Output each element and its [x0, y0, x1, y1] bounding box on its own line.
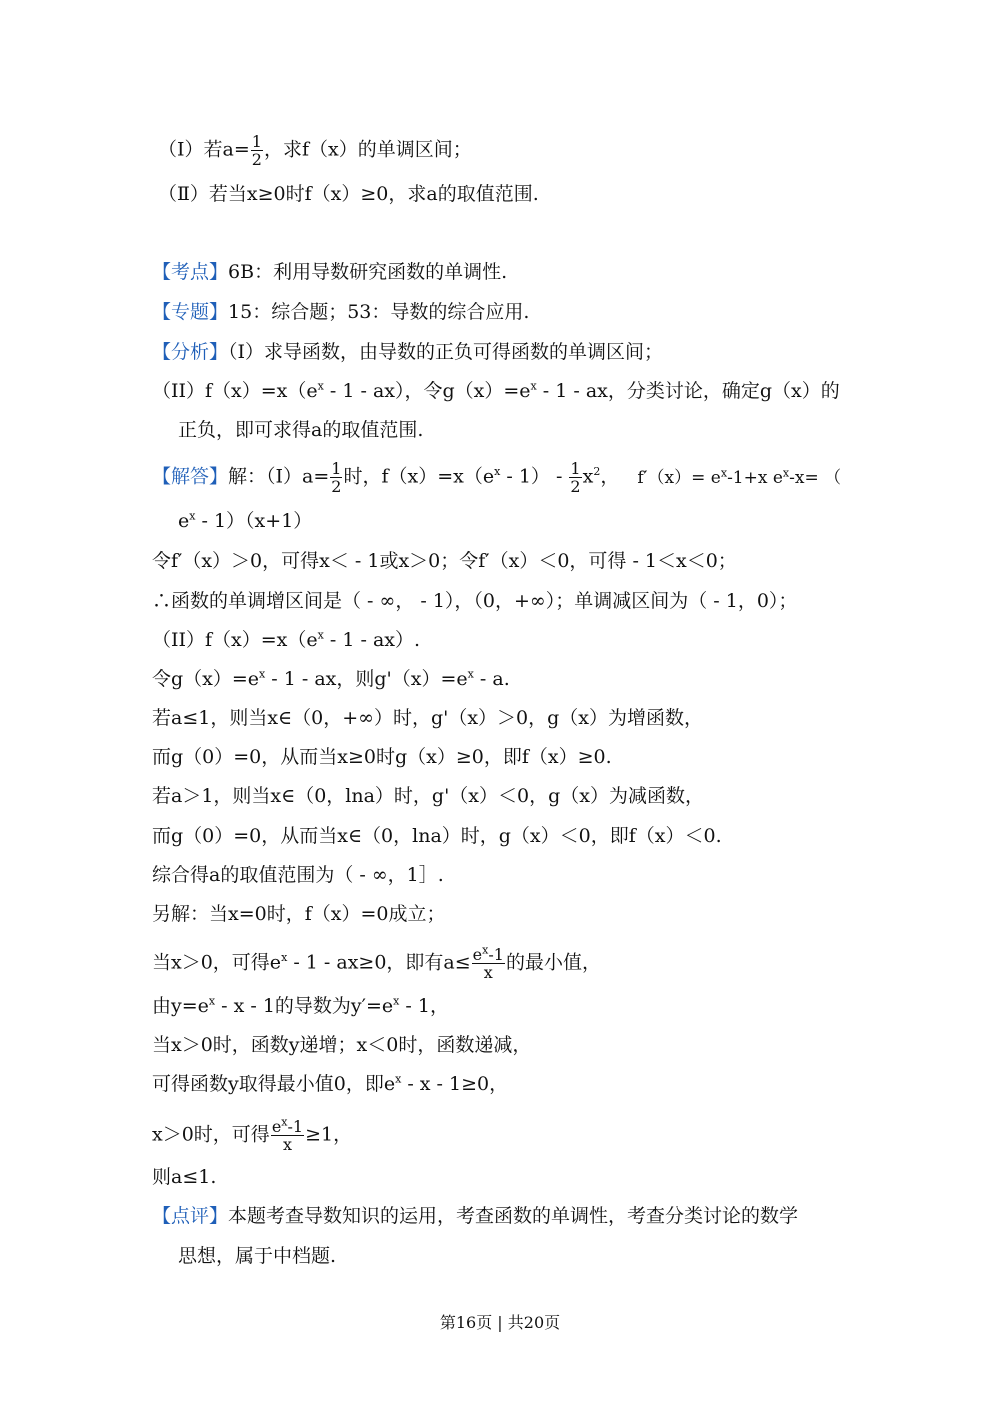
jieda-line-5: $(II)f(x)=x(e^x - 1 - ax)$.: [152, 628, 421, 651]
page-footer: 第16页 | 共20页: [439, 1313, 561, 1332]
fraction: $\frac{e^x-1}{x}$: [472, 943, 504, 982]
jieda-line-17: x＞0时，可得 $\frac{e^x-1}{x}$ ≥1，: [152, 1115, 353, 1154]
jieda-line-12: 另解：当x=0时，f（x）=0成立；: [152, 903, 446, 925]
jieda-line-15: 当x＞0时，函数y递增；x＜0时，函数递减，: [152, 1034, 532, 1056]
zhuanti-tag: 【专题】: [152, 301, 229, 323]
jieda-line-14: 由$y=e^x - x - 1$的导数为$y'=e^x - 1$，: [152, 994, 449, 1017]
fenxi-tag: 【分析】: [152, 341, 229, 363]
zhuanti-line: 【专题】15：综合题；53：导数的综合应用.: [152, 301, 530, 323]
derivative-formula: $f'(x)= e^x-1+x$ $e^x-x=$ （: [637, 465, 842, 488]
jieda-line-10: 而g（0）=0，从而当x∈（0，lna）时，g（x）＜0，即f（x）＜0.: [152, 825, 722, 847]
jieda-line-3: 令f′（x）＞0，可得x＜ - 1或x＞0；令f′（x）＜0，可得 - 1＜x＜0；: [152, 550, 737, 572]
jieda-line-13: 当x＞0，可得$e^x - 1 - ax\ge 0$，即有a≤ $\frac{e^x-1}{x}$ 的最小值，: [152, 943, 601, 982]
dianping-line-1: 【点评】本题考查导数知识的运用，考查函数的单调性，考查分类讨论的数学: [152, 1205, 799, 1227]
jieda-line-7: 若a≤1，则当x∈（0，+∞）时，g'（x）＞0，g（x）为增函数，: [152, 707, 704, 729]
jieda-line-2: $e^x - 1)(x+1)$: [178, 509, 313, 532]
jieda-line-1: 【解答】解：（I）a= $\frac{1}{2}$ 时，$f(x)=x(e^x - 1)$ - $\frac{1}{2}$ $x^2$， $f'(x)= e^x-1+x$ $e^x-x=$ （: [152, 459, 842, 496]
question-2: （Ⅱ）若当x≥0时f（x）≥0，求a的取值范围.: [158, 183, 539, 205]
jieda-line-16: 可得函数y取得最小值0，即$e^x - x - 1\ge 0$，: [152, 1072, 509, 1095]
jieda-line-6: 令$g(x)=e^x - 1$ - ax，则$g'(x)=e^x - a$.: [152, 667, 510, 690]
jieda-line-11: 综合得a的取值范围为（ - ∞，1］.: [152, 864, 444, 886]
fenxi-line-3: 正负，即可求得a的取值范围.: [178, 419, 424, 441]
q1-suffix: ，求f（x）的单调区间；: [263, 138, 472, 161]
question-1: [158, 133, 472, 168]
jieda-line-9: 若a＞1，则当x∈（0，lna）时，g'（x）＜0，g（x）为减函数，: [152, 785, 704, 807]
q1-prefix: （Ⅰ）若a=: [158, 138, 250, 161]
fenxi-line-1: 【分析】（I）求导函数，由导数的正负可得函数的单调区间；: [152, 341, 664, 363]
kaodian-tag: 【考点】: [152, 261, 229, 283]
jieda-tag: 【解答】: [152, 465, 229, 488]
fraction: $\frac{1}{2}$: [570, 459, 581, 496]
fraction: $\frac{1}{2}$: [251, 132, 262, 169]
jieda-line-18: 则a≤1.: [152, 1166, 217, 1188]
dianping-line-2: 思想，属于中档题.: [178, 1245, 337, 1267]
fraction: $\frac{1}{2}$: [331, 459, 342, 496]
dianping-tag: 【点评】: [152, 1205, 229, 1227]
jieda-line-4: ∴函数的单调增区间是（ - ∞， - 1），（0，+∞）；单调减区间为（ - 1，0）；: [152, 590, 798, 612]
fenxi-line-2: $(II)f(x)=x(e^x - 1 - ax)$，令$g(x)=e^x - 1$ - ax，分类讨论，确定g（x）的: [152, 379, 840, 402]
kaodian-line: 【考点】6B：利用导数研究函数的单调性.: [152, 261, 508, 283]
fraction: $\frac{e^x-1}{x}$: [271, 1115, 304, 1154]
jieda-line-8: 而g（0）=0，从而当x≥0时g（x）≥0，即f（x）≥0.: [152, 746, 612, 768]
